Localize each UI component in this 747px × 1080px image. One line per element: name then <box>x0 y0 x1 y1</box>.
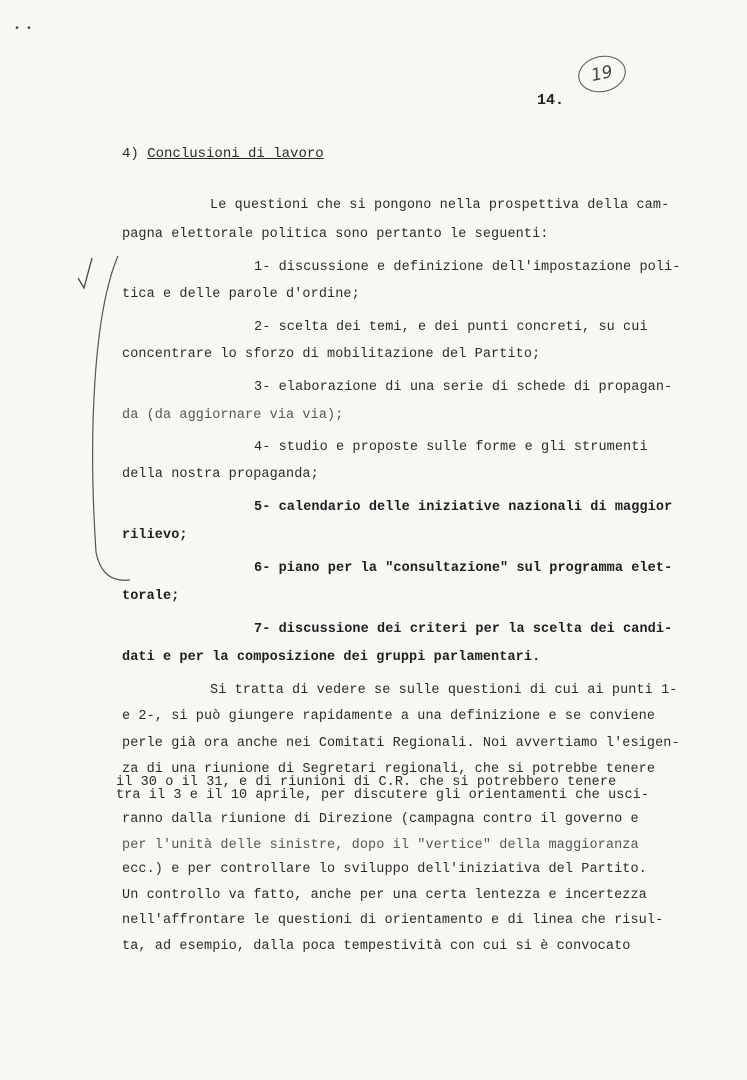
list-item-5: 5- calendario delle iniziative nazionali di maggior <box>254 500 673 515</box>
archive-stamp <box>575 51 629 96</box>
checkmark-annotation <box>78 258 92 288</box>
paragraph-line: ranno dalla riunione di Direzione (campagna contro il governo e <box>122 812 639 827</box>
list-item-4: 4- studio e proposte sulle forme e gli strumenti <box>254 440 648 455</box>
text-line: da (da aggiornare via via); <box>122 408 344 423</box>
paragraph-line: Un controllo va fatto, anche per una certa lentezza e incertezza <box>122 888 647 903</box>
text-line: della nostra propaganda; <box>122 467 319 482</box>
text-line: dati e per la composizione dei gruppi parlamentari. <box>122 650 541 665</box>
list-item-2: 2- scelta dei temi, e dei punti concreti, su cui <box>254 320 648 335</box>
list-item-7: 7- discussione dei criteri per la scelta dei candi- <box>254 622 673 637</box>
paragraph-line: ta, ad esempio, dalla poca tempestività con cui si è convocato <box>122 939 631 954</box>
paragraph-line: ecc.) e per controllare lo sviluppo dell'iniziativa del Partito. <box>122 862 647 877</box>
section-title: Conclusioni di lavoro <box>147 146 324 162</box>
text-line: concentrare lo sforzo di mobilitazione del Partito; <box>122 347 541 362</box>
section-number: 4) <box>122 146 139 162</box>
paragraph-line: za di una riunione di Segretari regionali, che si potrebbe tenere <box>122 762 656 777</box>
section-heading <box>122 146 324 162</box>
text-line: pagna elettorale politica sono pertanto le seguenti: <box>122 227 549 242</box>
paragraph-line: per l'unità delle sinistre, dopo il "vertice" della maggioranza <box>122 838 639 853</box>
typed-insert-line: il 30 o il 31, e di riunioni di C.R. che si potrebbero tenere <box>116 775 617 790</box>
list-item-3: 3- elaborazione di una serie di schede di propagan- <box>254 380 673 395</box>
paragraph-line: Si tratta di vedere se sulle questioni di cui ai punti 1- <box>210 683 678 698</box>
text-line: tica e delle parole d'ordine; <box>122 287 360 302</box>
paragraph-line: tra il 3 e il 10 aprile, per discutere gli orientamenti che usci- <box>116 788 650 803</box>
paragraph-line: perle già ora anche nei Comitati Regionali. Noi avvertiamo l'esigen- <box>122 736 680 751</box>
text-line: torale; <box>122 589 180 604</box>
list-item-1: 1- discussione e definizione dell'impostazione poli- <box>254 260 681 275</box>
paragraph-line: e 2-, si può giungere rapidamente a una definizione e se conviene <box>122 709 656 724</box>
text-line: Le questioni che si pongono nella prospettiva della cam- <box>210 198 670 213</box>
scan-specks: • • <box>14 24 33 35</box>
paragraph-line: nell'affrontare le questioni di orientamento e di linea che risul- <box>122 913 664 928</box>
page-number: 14. <box>537 92 565 109</box>
list-item-6: 6- piano per la "consultazione" sul programma elet- <box>254 561 673 576</box>
stamp-number: 19 <box>589 61 615 87</box>
text-line: rilievo; <box>122 528 188 543</box>
